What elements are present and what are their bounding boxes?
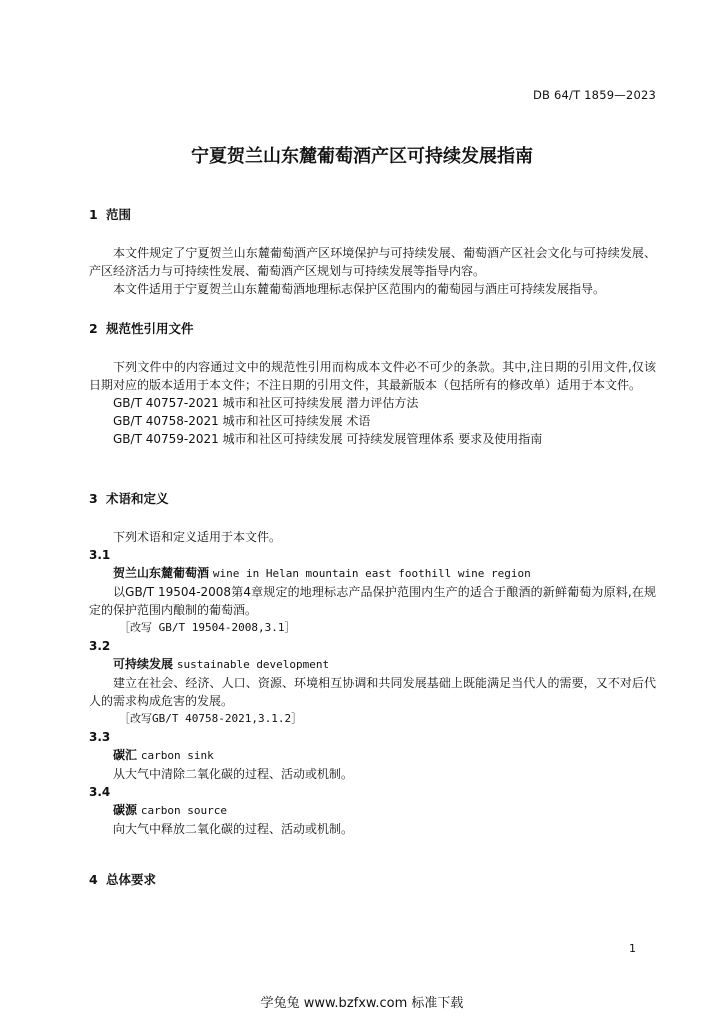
standard-code: DB 64/T 1859—2023: [532, 88, 656, 102]
section-heading: 规范性引用文件: [106, 321, 194, 336]
term-english: carbon source: [140, 804, 227, 817]
term-number: 3.3: [89, 730, 111, 744]
term-definition: 从大气中清除二氧化碳的过程、活动或机制。: [113, 767, 354, 781]
term-definition: 向大气中释放二氧化碳的过程、活动或机制。: [113, 822, 354, 836]
section-4-heading: [89, 871, 656, 889]
term-english: wine in Helan mountain east foothill wine region: [212, 567, 531, 580]
document-title: 宁夏贺兰山东麓葡萄酒产区可持续发展指南: [191, 146, 533, 167]
term-source: ［改写GB/T 40758-2021,3.1.2］: [119, 712, 303, 725]
watermark-footer: 学兔兔 www.bzfxw.com 标准下载: [260, 996, 464, 1011]
term-chinese: 碳汇: [113, 748, 138, 762]
paragraph: 下列文件中的内容通过文中的规范性引用而构成本文件必不可少的条款。其中,注日期的引用文件,仅该日期对应的版本适用于本文件；不注日期的引用文件，其最新版本（包括所有的修改单）适用于本文件。: [89, 360, 656, 392]
term-number: 3.2: [89, 639, 111, 653]
section-3-body: [89, 528, 656, 838]
term-english: carbon sink: [140, 749, 214, 762]
section-number: 4: [89, 872, 98, 887]
term-definition: 建立在社会、经济、人口、资源、环境相互协调和共同发展基础上既能满足当代人的需要，又不对后代人的需求构成危害的发展。: [89, 676, 656, 708]
paragraph: 下列术语和定义适用于本文件。: [113, 530, 282, 544]
section-heading: 总体要求: [106, 872, 157, 887]
term-entry: [89, 801, 656, 820]
section-1-body: [89, 244, 656, 298]
section-2-body: [89, 358, 656, 448]
term-number: 3.1: [89, 548, 111, 562]
term-entry: [89, 564, 656, 583]
term-source: ［改写 GB/T 19504-2008,3.1］: [119, 621, 296, 634]
section-heading: 范围: [106, 207, 132, 222]
section-number: 3: [89, 491, 98, 506]
term-definition: 以GB/T 19504-2008第4章规定的地理标志产品保护范围内生产的适合于酿酒的新鲜葡萄为原料,在规定的保护范围内酿制的葡萄酒。: [89, 585, 656, 617]
term-chinese: 贺兰山东麓葡萄酒: [113, 566, 210, 580]
term-number: 3.4: [89, 785, 111, 799]
term-chinese: 碳源: [113, 803, 138, 817]
section-number: 2: [89, 321, 98, 336]
term-entry: [89, 655, 656, 674]
term-chinese: 可持续发展: [113, 657, 174, 671]
section-heading: 术语和定义: [106, 491, 169, 506]
section-3-heading: [89, 490, 656, 508]
section-number: 1: [89, 207, 98, 222]
term-english: sustainable development: [176, 658, 330, 671]
paragraph: 本文件适用于宁夏贺兰山东麓葡萄酒地理标志保护区范围内的葡萄园与酒庄可持续发展指导。: [113, 282, 606, 296]
page-number: 1: [629, 942, 636, 955]
paragraph: 本文件规定了宁夏贺兰山东麓葡萄酒产区环境保护与可持续发展、葡萄酒产区社会文化与可持续发展、产区经济活力与可持续性发展、葡萄酒产区规划与可持续发展等指导内容。: [89, 246, 656, 278]
term-entry: [89, 746, 656, 765]
section-2-heading: [89, 320, 656, 338]
reference-item: GB/T 40758-2021 城市和社区可持续发展 术语: [113, 414, 371, 428]
reference-item: GB/T 40757-2021 城市和社区可持续发展 潜力评估方法: [113, 396, 419, 410]
reference-item: GB/T 40759-2021 城市和社区可持续发展 可持续发展管理体系 要求及使用指南: [113, 432, 543, 446]
section-1-heading: [89, 206, 656, 224]
